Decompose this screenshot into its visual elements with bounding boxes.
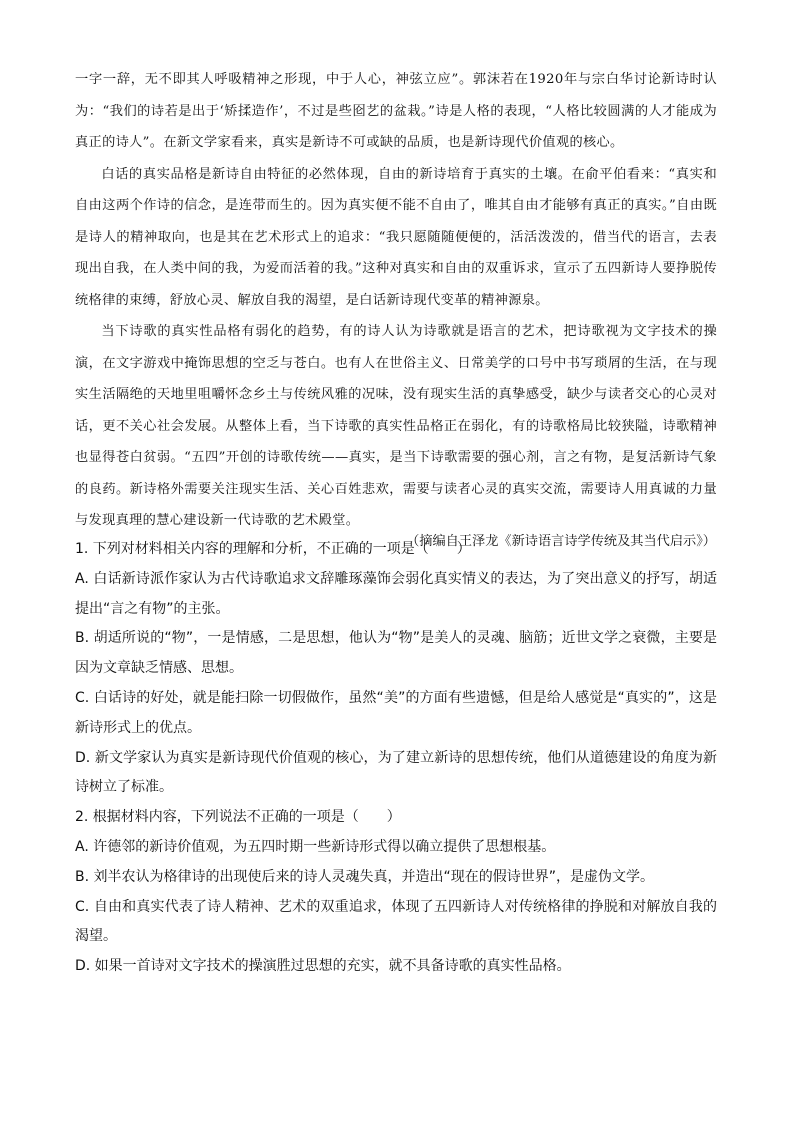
question-2-option-a[interactable]: A. 许德邻的新诗价值观，为五四时期一些新诗形式得以确立提供了思想根基。: [75, 838, 556, 855]
question-2-stem: 2. 根据材料内容，下列说法不正确的一项是（ ）: [75, 809, 401, 826]
passage-paragraph-2: 白话的真实品格是新诗自由特征的必然体现，自由的新诗培育于真实的土壤。在俞平伯看来：“真实和自由这两个作诗的信念，是连带而生的。因为真实便不能不自由了，唯其自由才能够有真正的真实。”自由既是诗人的精神取向，也是其在艺术形式上的追求：“我只愿随随便便的，活活泼泼的，借当代的语言，去表现出自我，在人类中间的我，为爱而活着的我。”这种对真实和自由的双重诉求，宣示了五四新诗人要挣脱传统格律的束缚，舒放心灵、解放自我的渴望，是白话新诗现代变革的精神源泉。: [75, 166, 717, 308]
passage-paragraph-1: 一字一辞，无不即其人呼吸精神之形现，中于人心，神弦立应”。郭沫若在1920年与宗白华讨论新诗时认为：“我们的诗若是出于‘矫揉造作’，不过是些囵艺的盆栽。”诗是人格的表现，“人格比较圆满的人才能成为真正的诗人”。在新文学家看来，真实是新诗不可或缺的品质，也是新诗现代价值观的核心。: [75, 72, 717, 150]
question-1-option-c[interactable]: C. 白话诗的好处，就是能扫除一切假做作，虽然“美”的方面有些遗憾，但是给人感觉是“真实的”，这是新诗形式上的优点。: [75, 689, 717, 736]
question-2-option-b[interactable]: B. 刘半农认为格律诗的出现使后来的诗人灵魂失真，并造出“现在的假诗世界”，是虚伪文学。: [75, 868, 655, 885]
question-2-option-d[interactable]: D. 如果一首诗对文字技术的操演胜过思想的充实，就不具备诗歌的真实性品格。: [75, 958, 571, 975]
passage-source: （摘编自王泽龙《新诗语言诗学传统及其当代启示》）: [406, 534, 716, 549]
question-1-option-b[interactable]: B. 胡适所说的“物”，一是情感，二是思想，他认为“物”是美人的灵魂、脑筋；近世文学之衰微，主要是因为文章缺乏情感、思想。: [75, 630, 717, 677]
question-1-option-d[interactable]: D. 新文学家认为真实是新诗现代价值观的核心，为了建立新诗的思想传统，他们从道德建设的角度为新诗树立了标准。: [75, 749, 717, 796]
question-list: [75, 535, 717, 982]
question-1: [75, 535, 717, 803]
passage-paragraph-3: 当下诗歌的真实性品格有弱化的趋势，有的诗人认为诗歌就是语言的艺术，把诗歌视为文字技术的操演，在文字游戏中掩饰思想的空乏与苍白。也有人在世俗主义、日常美学的口号中书写琐屑的生活，在与现实生活隔绝的天地里咀嚼怀念乡土与传统风雅的况味，没有现实生活的真挚感受，缺少与读者交心的心灵对话，更不关心社会发展。从整体上看，当下诗歌的真实性品格正在弱化，有的诗歌格局比较狭隘，诗歌精神也显得苍白贫弱。“五四”开创的诗歌传统——真实，是当下诗歌需要的强心剂，言之有物，是复活新诗气象的良药。新诗格外需要关注现实生活、关心百姓悲欢，需要与读者心灵的真实交流，需要诗人用真诚的力量与发现真理的慧心建设新一代诗歌的艺术殿堂。: [75, 324, 717, 528]
reading-passage: [75, 64, 717, 537]
question-2: [75, 803, 717, 982]
question-1-option-a[interactable]: A. 白话新诗派作家认为古代诗歌追求文辞雕琢藻饰会弱化真实情义的表达，为了突出意义的抒写，胡适提出“言之有物”的主张。: [75, 570, 717, 617]
question-1-stem: 1. 下列对材料相关内容的理解和分析，不正确的一项是（ ）: [75, 541, 471, 557]
question-2-option-c[interactable]: C. 自由和真实代表了诗人精神、艺术的双重追求，体现了五四新诗人对传统格律的挣脱和对解放自我的渴望。: [75, 898, 717, 945]
